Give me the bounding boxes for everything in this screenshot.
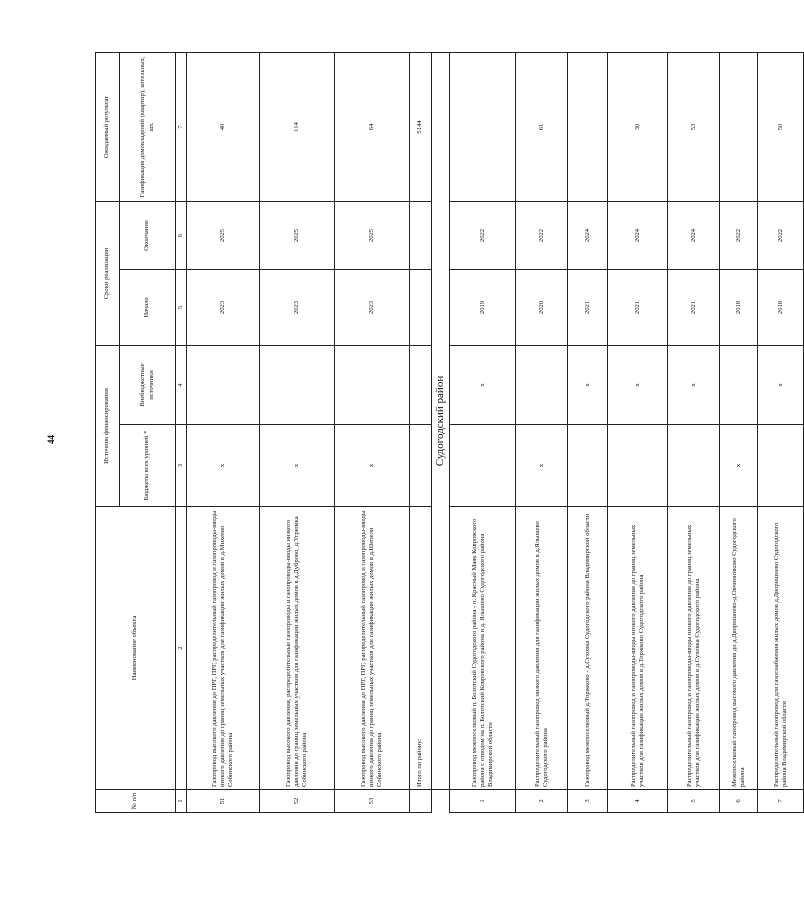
table-row	[335, 52, 410, 812]
row-budget	[608, 425, 668, 507]
row-num: 52	[260, 790, 335, 813]
header-start: Начало	[120, 270, 176, 346]
row-extra: х	[758, 346, 804, 425]
row-end: 2022	[758, 201, 804, 269]
row-num: 51	[187, 790, 260, 813]
row-extra: х	[608, 346, 668, 425]
row-budget: х	[720, 425, 758, 507]
row-start: 2018	[758, 270, 804, 346]
row-name: Распределительный газопровод низкого давления для газификации жилых домов в д.Ялышево Судогодского района	[516, 507, 568, 790]
row-start: 2021	[568, 270, 608, 346]
header-name: Наименование объекта	[96, 507, 176, 790]
column-number: 2	[176, 507, 187, 790]
row-end: 2024	[608, 201, 668, 269]
row-end: 2022	[450, 201, 516, 269]
row-result: 53	[668, 52, 720, 201]
row-budget	[568, 425, 608, 507]
row-budget: х	[260, 425, 335, 507]
page-number: 44	[46, 435, 56, 444]
row-start: 2023	[335, 270, 410, 346]
row-end: 2024	[568, 201, 608, 269]
row-num: 5	[668, 790, 720, 813]
row-name: Газопровод межпоселковый д.Торжково - д.Суховка Судогодского района Владимирской области	[568, 507, 608, 790]
row-budget	[450, 425, 516, 507]
table-row	[608, 52, 668, 812]
row-end: 2022	[720, 201, 758, 269]
total-row	[410, 52, 432, 812]
column-number: 6	[176, 201, 187, 269]
total-label: Итого по району:	[410, 507, 432, 790]
row-result: 30	[608, 52, 668, 201]
row-start: 2020	[516, 270, 568, 346]
row-extra	[335, 346, 410, 425]
table-row	[758, 52, 804, 812]
row-end: 2025	[335, 201, 410, 269]
row-extra	[720, 346, 758, 425]
row-end: 2024	[668, 201, 720, 269]
row-name: Распределительный газопровод и газопроводы-вводы низкого давления до границ земельных участков для газификации жилых домов в д.Суховка Судогодского района	[668, 507, 720, 790]
row-end: 2025	[260, 201, 335, 269]
row-result: 40	[187, 52, 260, 201]
header-funding: Источник финансирования	[96, 346, 120, 507]
row-start: 2021	[608, 270, 668, 346]
row-result: 50	[758, 52, 804, 201]
header-end: Окончание	[120, 201, 176, 269]
row-extra: х	[450, 346, 516, 425]
row-num: 6	[720, 790, 758, 813]
row-budget	[668, 425, 720, 507]
row-extra	[516, 346, 568, 425]
row-budget: х	[335, 425, 410, 507]
row-num: 7	[758, 790, 804, 813]
table-row	[450, 52, 516, 812]
row-end: 2022	[516, 201, 568, 269]
row-budget	[758, 425, 804, 507]
row-result: 61	[516, 52, 568, 201]
row-num: 53	[335, 790, 410, 813]
header-num: № п/п	[96, 790, 176, 813]
row-start: 2018	[720, 270, 758, 346]
row-name: Газопровод высокого давления до ПРГ, ПРГ, распределительный газопровод и газопроводы-вводы низкого давления до границ земельных участков для газификации жилых домов в д.Михеево Собинского района	[187, 507, 260, 790]
column-number: 1	[176, 790, 187, 813]
row-result	[450, 52, 516, 201]
row-extra	[187, 346, 260, 425]
row-start: 2019	[450, 270, 516, 346]
table-row	[516, 52, 568, 812]
header-extra: Внебюджетные источники	[120, 346, 176, 425]
table-row	[260, 52, 335, 812]
row-num: 1	[450, 790, 516, 813]
table-row	[720, 52, 758, 812]
column-number: 5	[176, 270, 187, 346]
row-name: Газопровод межпоселковый п. Болотский Судогодского района - п. Красный Маяк Ковровского района с отводом на п. Болотский Ковровского района и д. Ялышево Судогодского района Владимирской области	[450, 507, 516, 790]
table-row	[668, 52, 720, 812]
row-start: 2023	[260, 270, 335, 346]
row-result: 114	[260, 52, 335, 201]
table-row	[187, 52, 260, 812]
header-result: Ожидаемый результат	[96, 52, 120, 201]
row-name: Газопровод высокого давления до ПРГ, ПРГ, распределительный газопровод и газопроводы-вводы низкого давления до границ земельных участков для газификации жилых домов в д.Шепели Собинского района	[335, 507, 410, 790]
header-result-sub: Газификация домовладений (квартир), котельных, шт.	[120, 52, 176, 201]
row-name: Распределительный газопровод для газоснабжения жилых домов д.Дворишнево Судогодского района Владимирской области	[758, 507, 804, 790]
row-result	[568, 52, 608, 201]
row-name: Распределительный газопровод и газопроводы-вводы низкого давления до границ земельных участков для газификации жилых домов в д.Торжково Судогодского района	[608, 507, 668, 790]
row-budget: х	[187, 425, 260, 507]
column-number: 3	[176, 425, 187, 507]
row-num: 2	[516, 790, 568, 813]
row-result: 64	[335, 52, 410, 201]
total-result: 5144	[410, 52, 432, 201]
row-extra	[260, 346, 335, 425]
rotated-table-sheet	[95, 53, 788, 813]
section-row	[432, 52, 450, 812]
column-number: 7	[176, 52, 187, 201]
row-budget: х	[516, 425, 568, 507]
gas-objects-table	[95, 52, 804, 813]
row-name: Газопровод высокого давления, распределительные газопроводы и газопроводы-вводы низкого давления до границ земельных участков для газификации жилых домов в д.Дуброво, д.Угрюмка Собинского района	[260, 507, 335, 790]
row-start: 2023	[187, 270, 260, 346]
header-budgets: Бюджеты всех уровней *	[120, 425, 176, 507]
row-extra: х	[568, 346, 608, 425]
row-num: 4	[608, 790, 668, 813]
section-title: Судогодский район	[432, 52, 450, 789]
header-terms: Сроки реализации	[96, 201, 120, 345]
row-num: 3	[568, 790, 608, 813]
table-row	[568, 52, 608, 812]
row-start: 2021	[668, 270, 720, 346]
row-end: 2025	[187, 201, 260, 269]
row-name: Межпоселковый газопровод высокого давления до д.Дворишнево-д.Овчинниково Судогодского района	[720, 507, 758, 790]
row-extra: х	[668, 346, 720, 425]
row-result	[720, 52, 758, 201]
column-number: 4	[176, 346, 187, 425]
